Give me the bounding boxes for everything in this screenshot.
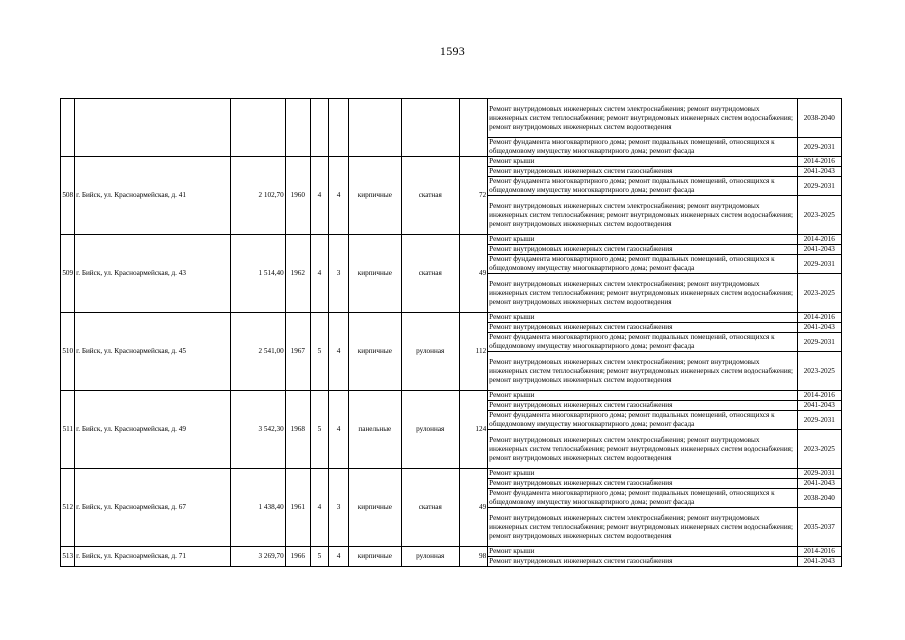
cell-work: Ремонт фундамента многоквартирного дома; ремонт подвальных помещений, относящихся к общедомовому имуществу многоквартирного дома; ремонт фасада	[488, 489, 797, 508]
cell-area: 3 542,30	[231, 391, 285, 469]
cell-work: Ремонт фундамента многоквартирного дома; ремонт подвальных помещений, относящихся к общедомовому имуществу многоквартирного дома; ремонт фасада	[488, 333, 797, 352]
cell-period: 2023-2025	[797, 430, 841, 469]
cell-walls: панельные	[349, 391, 401, 469]
cell-walls: кирпичные	[349, 235, 401, 313]
cell-period: 2014-2016	[797, 157, 841, 167]
cell-work: Ремонт фундамента многоквартирного дома; ремонт подвальных помещений, относящихся к общедомовому имуществу многоквартирного дома; ремонт фасада	[488, 411, 797, 430]
table-row	[61, 99, 842, 138]
cell-number	[61, 99, 75, 157]
cell-period: 2035-2037	[797, 508, 841, 547]
cell-roof: рулонная	[401, 313, 459, 391]
cell-period: 2029-2031	[797, 411, 841, 430]
cell-work: Ремонт крыши	[488, 469, 797, 479]
page-number: 1593	[439, 44, 466, 58]
cell-number: 509	[61, 235, 75, 313]
cell-period: 2014-2016	[797, 547, 841, 557]
cell-period: 2014-2016	[797, 235, 841, 245]
cell-year	[285, 99, 310, 157]
cell-work: Ремонт внутридомовых инженерных систем газоснабжения	[488, 479, 797, 489]
cell-work: Ремонт внутридомовых инженерных систем электроснабжения; ремонт внутридомовых инженерных систем теплоснабжения; ремонт внутридомовых инженерных систем водоснабжения; ремонт внутридомовых инженерных систем водоотведения	[488, 508, 797, 547]
cell-floors: 5	[310, 547, 328, 567]
cell-address: г. Бийск, ул. Красноармейская, д. 67	[75, 469, 231, 547]
table-row	[61, 157, 842, 167]
cell-units: 112	[459, 313, 487, 391]
cell-year: 1967	[285, 313, 310, 391]
cell-area: 1 514,40	[231, 235, 285, 313]
cell-entrances: 4	[329, 313, 349, 391]
cell-area: 2 102,70	[231, 157, 285, 235]
cell-area	[231, 99, 285, 157]
cell-work: Ремонт фундамента многоквартирного дома; ремонт подвальных помещений, относящихся к общедомовому имуществу многоквартирного дома; ремонт фасада	[488, 177, 797, 196]
cell-walls: кирпичные	[349, 547, 401, 567]
cell-period: 2041-2043	[797, 401, 841, 411]
cell-number: 511	[61, 391, 75, 469]
cell-roof: скатная	[401, 235, 459, 313]
cell-entrances: 4	[329, 391, 349, 469]
cell-units: 49	[459, 469, 487, 547]
cell-period: 2038-2040	[797, 489, 841, 508]
cell-floors: 5	[310, 313, 328, 391]
table-row	[61, 391, 842, 401]
cell-number: 513	[61, 547, 75, 567]
cell-period: 2041-2043	[797, 479, 841, 489]
cell-area: 3 269,70	[231, 547, 285, 567]
cell-floors	[310, 99, 328, 157]
cell-work: Ремонт внутридомовых инженерных систем газоснабжения	[488, 323, 797, 333]
cell-year: 1966	[285, 547, 310, 567]
cell-floors: 4	[310, 469, 328, 547]
table-row	[61, 547, 842, 557]
cell-entrances	[329, 99, 349, 157]
cell-walls: кирпичные	[349, 469, 401, 547]
cell-year: 1962	[285, 235, 310, 313]
cell-period: 2038-2040	[797, 99, 841, 138]
cell-address: г. Бийск, ул. Красноармейская, д. 71	[75, 547, 231, 567]
cell-work: Ремонт внутридомовых инженерных систем электроснабжения; ремонт внутридомовых инженерных систем теплоснабжения; ремонт внутридомовых инженерных систем водоснабжения; ремонт внутридомовых инженерных систем водоотведения	[488, 274, 797, 313]
cell-period: 2023-2025	[797, 196, 841, 235]
cell-year: 1968	[285, 391, 310, 469]
cell-floors: 5	[310, 391, 328, 469]
cell-floors: 4	[310, 235, 328, 313]
cell-year: 1961	[285, 469, 310, 547]
cell-area: 2 541,00	[231, 313, 285, 391]
cell-period: 2023-2025	[797, 274, 841, 313]
cell-work: Ремонт фундамента многоквартирного дома; ремонт подвальных помещений, относящихся к общедомовому имуществу многоквартирного дома; ремонт фасада	[488, 255, 797, 274]
cell-walls: кирпичные	[349, 157, 401, 235]
table-row	[61, 313, 842, 323]
cell-work: Ремонт крыши	[488, 313, 797, 323]
cell-units: 124	[459, 391, 487, 469]
cell-work: Ремонт внутридомовых инженерных систем электроснабжения; ремонт внутридомовых инженерных систем теплоснабжения; ремонт внутридомовых инженерных систем водоснабжения; ремонт внутридомовых инженерных систем водоотведения	[488, 430, 797, 469]
cell-units: 49	[459, 235, 487, 313]
cell-work: Ремонт внутридомовых инженерных систем электроснабжения; ремонт внутридомовых инженерных систем теплоснабжения; ремонт внутридомовых инженерных систем водоснабжения; ремонт внутридомовых инженерных систем водоотведения	[488, 196, 797, 235]
cell-address: г. Бийск, ул. Красноармейская, д. 41	[75, 157, 231, 235]
cell-address: г. Бийск, ул. Красноармейская, д. 45	[75, 313, 231, 391]
cell-period: 2014-2016	[797, 391, 841, 401]
cell-roof	[401, 99, 459, 157]
cell-period: 2029-2031	[797, 177, 841, 196]
cell-work: Ремонт внутридомовых инженерных систем электроснабжения; ремонт внутридомовых инженерных систем теплоснабжения; ремонт внутридомовых инженерных систем водоснабжения; ремонт внутридомовых инженерных систем водоотведения	[488, 352, 797, 391]
cell-work: Ремонт фундамента многоквартирного дома; ремонт подвальных помещений, относящихся к общедомовому имуществу многоквартирного дома; ремонт фасада	[488, 138, 797, 157]
cell-floors: 4	[310, 157, 328, 235]
cell-work: Ремонт внутридомовых инженерных систем газоснабжения	[488, 167, 797, 177]
cell-period: 2041-2043	[797, 323, 841, 333]
cell-entrances: 3	[329, 469, 349, 547]
cell-period: 2029-2031	[797, 138, 841, 157]
cell-period: 2023-2025	[797, 352, 841, 391]
cell-work: Ремонт внутридомовых инженерных систем газоснабжения	[488, 557, 797, 567]
cell-work: Ремонт внутридомовых инженерных систем газоснабжения	[488, 245, 797, 255]
cell-entrances: 4	[329, 547, 349, 567]
cell-units: 72	[459, 157, 487, 235]
table-row	[61, 469, 842, 479]
cell-address: г. Бийск, ул. Красноармейская, д. 43	[75, 235, 231, 313]
cell-period: 2029-2031	[797, 255, 841, 274]
cell-number: 512	[61, 469, 75, 547]
cell-walls	[349, 99, 401, 157]
cell-work: Ремонт крыши	[488, 235, 797, 245]
cell-work: Ремонт крыши	[488, 391, 797, 401]
cell-roof: скатная	[401, 469, 459, 547]
table-row	[61, 235, 842, 245]
cell-work: Ремонт крыши	[488, 547, 797, 557]
cell-period: 2041-2043	[797, 245, 841, 255]
cell-period: 2029-2031	[797, 469, 841, 479]
cell-work: Ремонт внутридомовых инженерных систем газоснабжения	[488, 401, 797, 411]
cell-work: Ремонт внутридомовых инженерных систем электроснабжения; ремонт внутридомовых инженерных систем теплоснабжения; ремонт внутридомовых инженерных систем водоснабжения; ремонт внутридомовых инженерных систем водоотведения	[488, 99, 797, 138]
cell-entrances: 3	[329, 235, 349, 313]
cell-address: г. Бийск, ул. Красноармейская, д. 49	[75, 391, 231, 469]
cell-address	[75, 99, 231, 157]
cell-walls: кирпичные	[349, 313, 401, 391]
cell-period: 2029-2031	[797, 333, 841, 352]
cell-period: 2041-2043	[797, 167, 841, 177]
cell-area: 1 438,40	[231, 469, 285, 547]
cell-roof: рулонная	[401, 391, 459, 469]
cell-year: 1960	[285, 157, 310, 235]
cell-roof: рулонная	[401, 547, 459, 567]
register-table	[60, 98, 842, 567]
cell-units	[459, 99, 487, 157]
cell-work: Ремонт крыши	[488, 157, 797, 167]
cell-roof: скатная	[401, 157, 459, 235]
cell-period: 2014-2016	[797, 313, 841, 323]
cell-number: 510	[61, 313, 75, 391]
cell-entrances: 4	[329, 157, 349, 235]
cell-number: 508	[61, 157, 75, 235]
cell-units: 98	[459, 547, 487, 567]
cell-period: 2041-2043	[797, 557, 841, 567]
